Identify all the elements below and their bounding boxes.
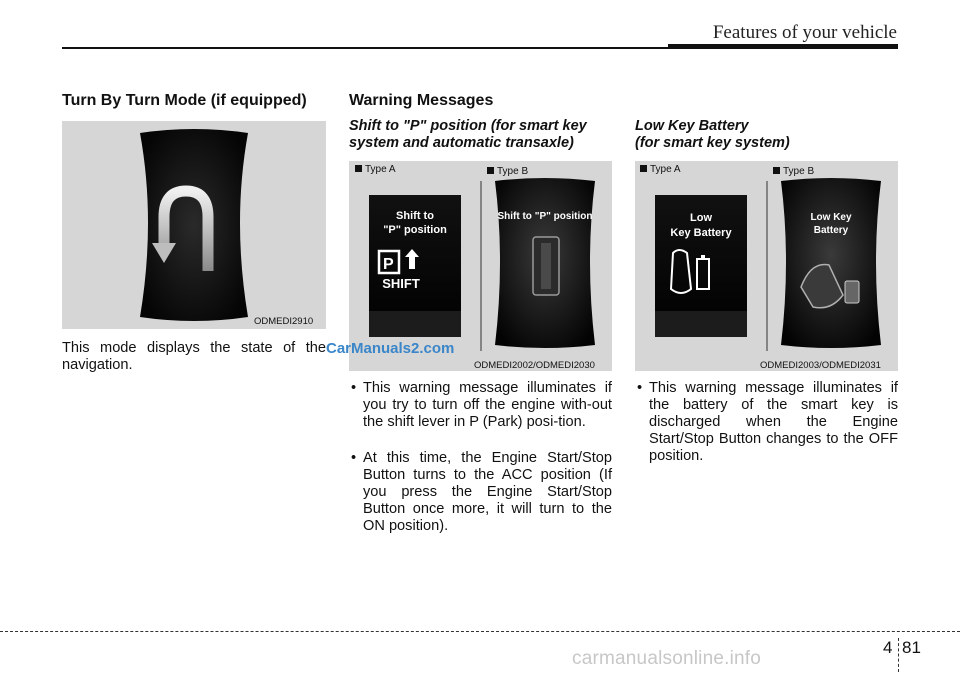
type-b-text: Type B (783, 166, 815, 177)
svg-text:P: P (383, 256, 394, 273)
bullet-text: This warning message illuminates if the battery of the smart key is discharged when the Engine Start/Stop Button changes to the OFF position. (649, 380, 898, 464)
watermark-carmanuals2[interactable]: CarManuals2.com (326, 340, 455, 357)
bullet-text: At this time, the Engine Start/Stop Button turns to the ACC position (If you press the Engine Start/Stop Button once more, it will turn to the ON position). (363, 450, 612, 534)
screen-a-message (655, 211, 747, 241)
screen-a-line1: Shift to (396, 210, 434, 222)
low-key-battery-subheading-line2: (for smart key system) (635, 135, 790, 151)
bullet-dot: • (351, 380, 357, 396)
screen-a-line2: "P" position (383, 224, 447, 236)
turn-by-turn-description: This mode displays the state of the navigation. (62, 340, 326, 373)
type-b-label (487, 166, 528, 177)
type-square-marker (355, 165, 362, 172)
figure-code: ODMEDI2003/ODMEDI2031 (760, 360, 881, 371)
type-b-label (773, 166, 814, 177)
page-number-divider (898, 638, 899, 672)
bullet-dot: • (351, 450, 357, 466)
low-key-battery-figure (635, 161, 898, 371)
type-a-label (640, 164, 681, 175)
bullet-dot: • (637, 380, 643, 396)
bullet-text: This warning message illuminates if you try to turn off the engine with-out the shift lever in P (Park) posi-tion. (363, 380, 612, 430)
low-key-battery-bullet-1 (635, 380, 898, 465)
type-square-marker (487, 167, 494, 174)
shift-to-p-bullet-1 (349, 380, 612, 431)
screen-b-message: Shift to "P" position (497, 211, 593, 222)
warning-messages-heading: Warning Messages (349, 92, 494, 109)
shift-to-p-subheading-line1: Shift to "P" position (for smart key (349, 118, 587, 134)
shift-to-p-bullet-2 (349, 450, 612, 535)
turn-by-turn-screen-illustration (62, 121, 326, 329)
type-square-marker (773, 167, 780, 174)
type-a-label (355, 164, 396, 175)
screen-a-message (369, 209, 461, 237)
type-square-marker (640, 165, 647, 172)
chapter-number: 4 (883, 638, 893, 657)
footer-rule (0, 631, 960, 632)
type-b-text: Type B (497, 166, 529, 177)
header-rule-accent (668, 44, 898, 49)
figure-code: ODMEDI2002/ODMEDI2030 (474, 360, 595, 371)
type-a-text: Type A (365, 164, 396, 175)
turn-by-turn-figure (62, 121, 326, 329)
watermark-carmanualsonline[interactable]: carmanualsonline.info (572, 648, 762, 669)
screen-b-line2: Battery (813, 225, 849, 236)
shift-to-p-subheading-line2: system and automatic transaxle) (349, 135, 574, 151)
screen-b-line1: Low Key (810, 212, 852, 223)
running-header: Features of your vehicle (712, 22, 897, 43)
screen-a-line1: Low (690, 212, 712, 224)
screen-a-shift: SHIFT (382, 276, 420, 291)
screen-a-line2: Key Battery (670, 227, 732, 239)
screen-b-message (781, 211, 881, 237)
low-key-battery-screens-illustration (635, 161, 898, 371)
type-a-text: Type A (650, 164, 681, 175)
page-number: 81 (902, 638, 921, 657)
turn-by-turn-heading: Turn By Turn Mode (if equipped) (62, 92, 307, 109)
low-key-battery-subheading-line1: Low Key Battery (635, 118, 749, 134)
figure-code: ODMEDI2910 (254, 316, 314, 327)
